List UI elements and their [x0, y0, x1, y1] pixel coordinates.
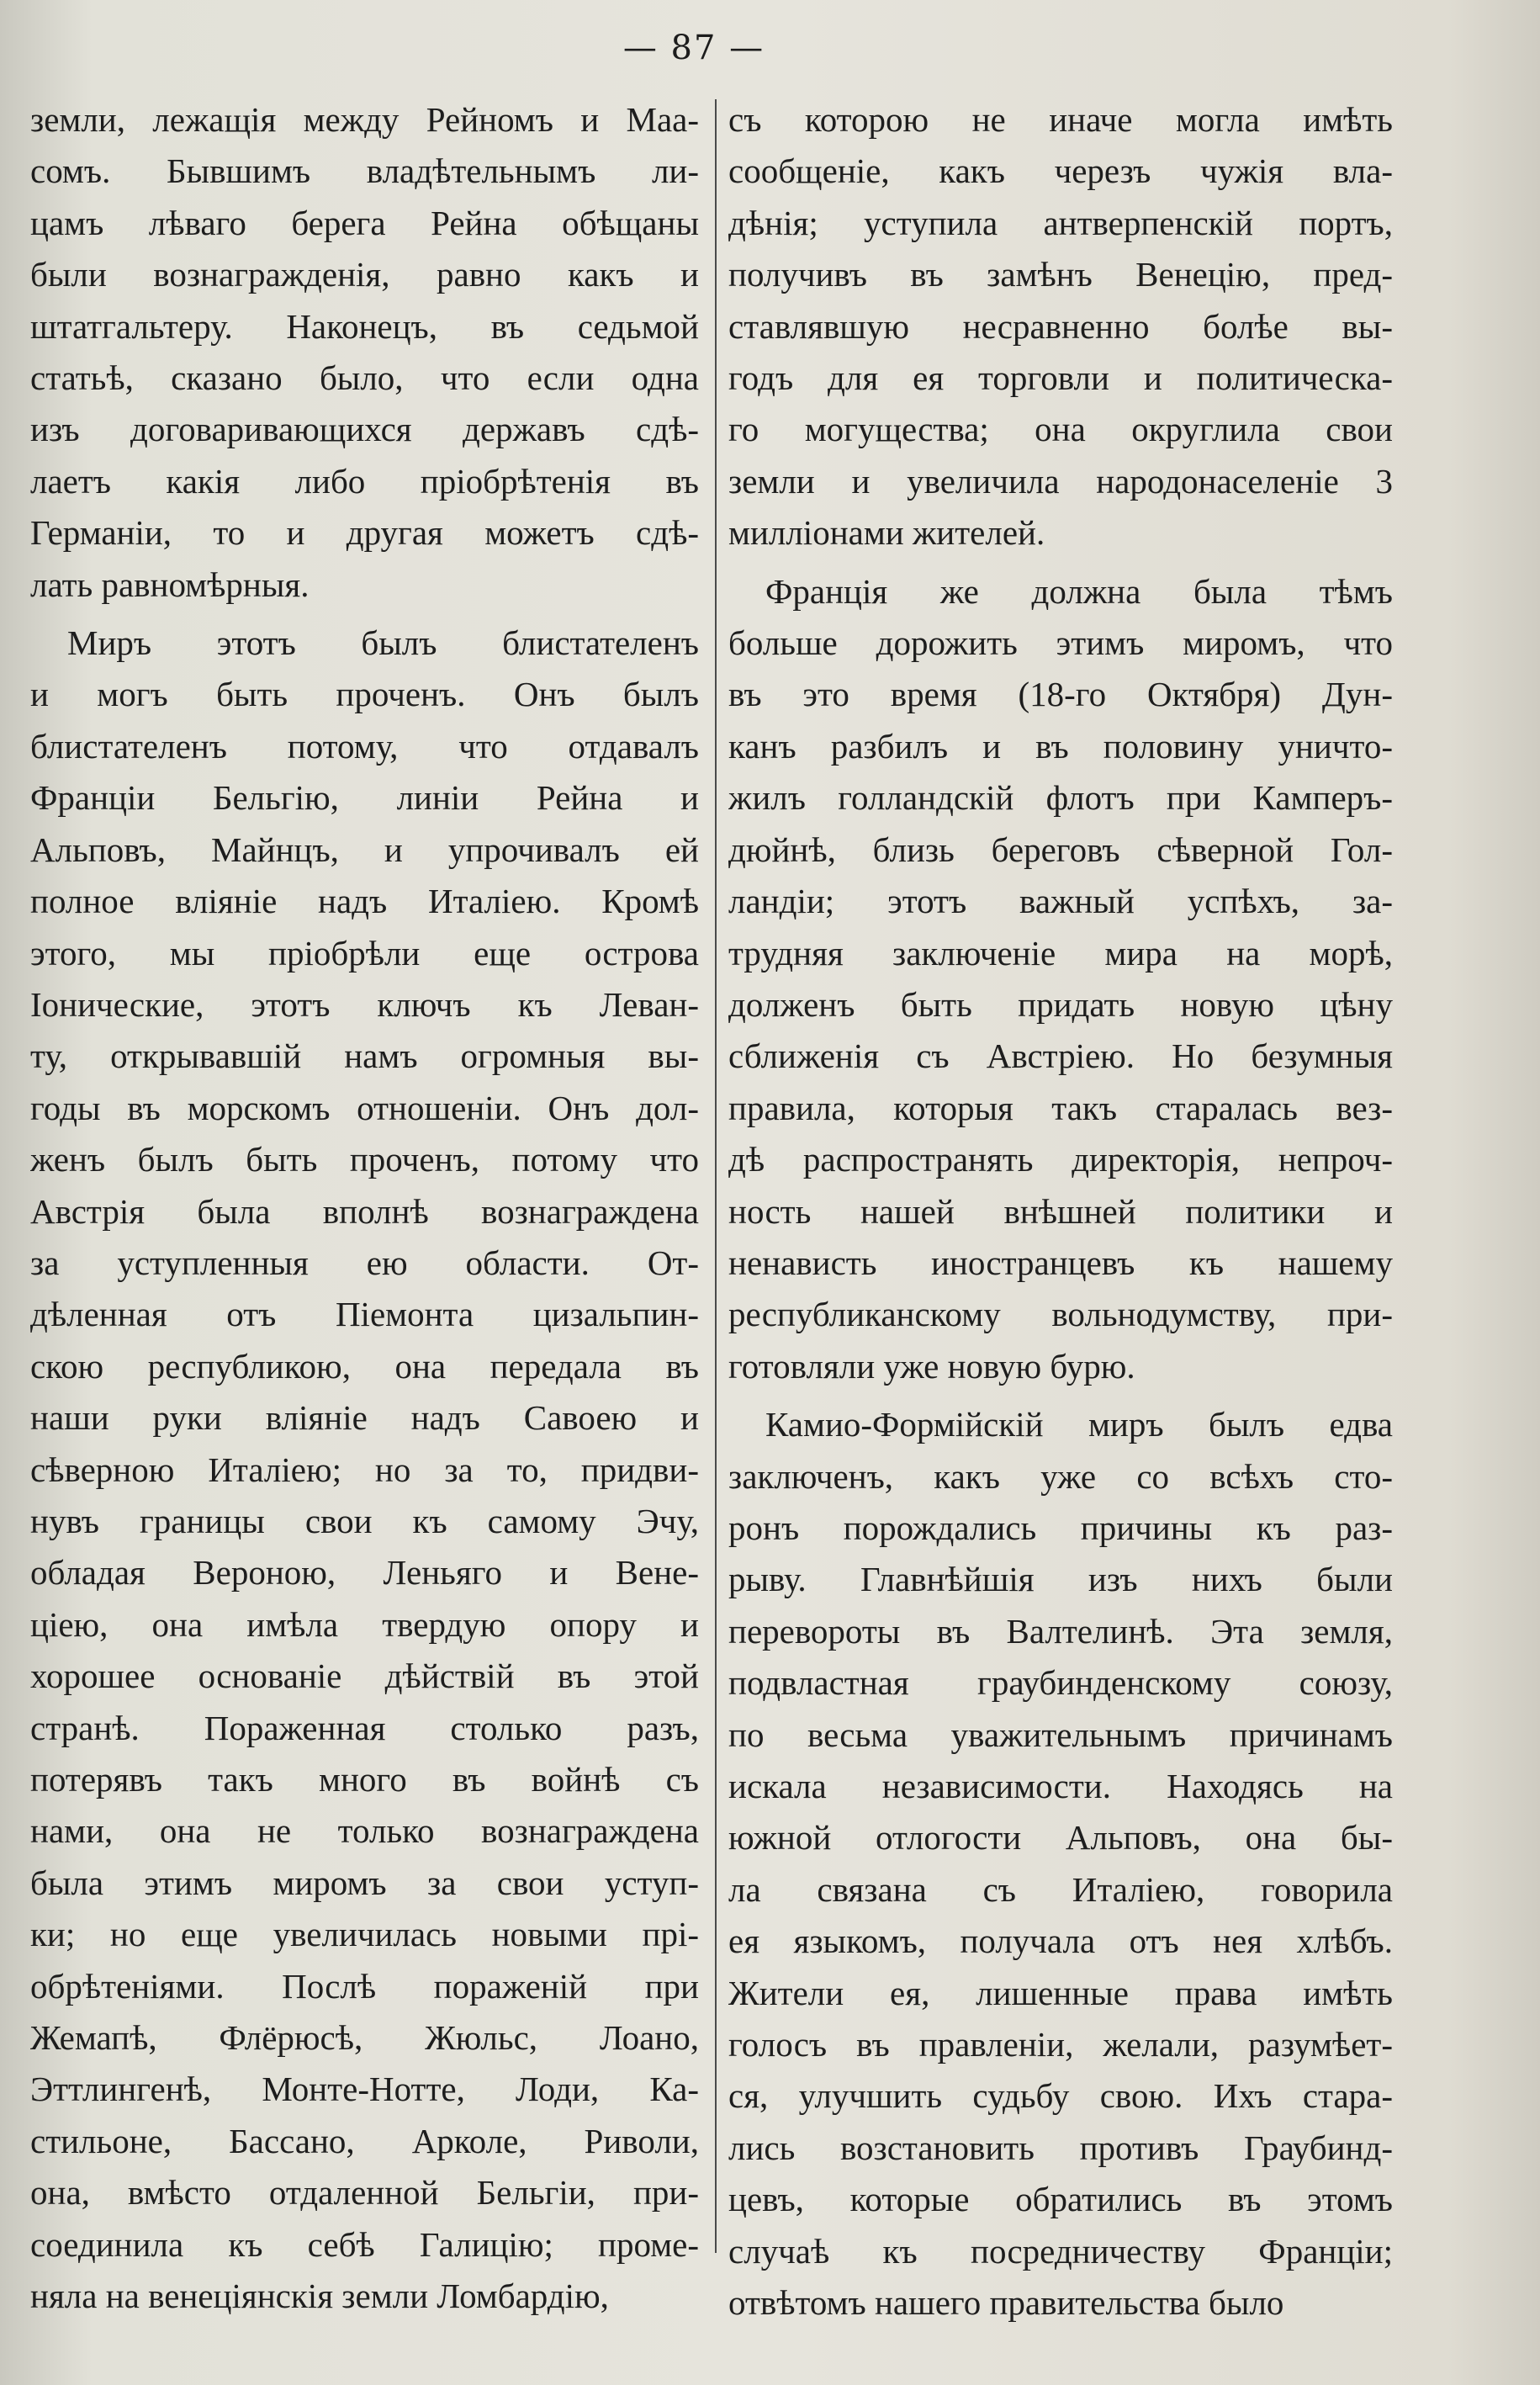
text-line: Эттлингенѣ, Монте-Нотте, Лоди, Ка-: [30, 2070, 699, 2109]
text-line: хорошее основаніе дѣйствій въ этой: [30, 1656, 699, 1696]
text-line: ея языкомъ, получала отъ нея хлѣбъ.: [728, 1921, 1393, 1961]
text-line: сообщеніе, какъ черезъ чужія вла-: [728, 151, 1393, 191]
text-line: заключенъ, какъ уже со всѣхъ сто-: [728, 1456, 1393, 1496]
text-line: Франціи Бельгію, линіи Рейна и: [30, 778, 699, 818]
text-line: полное вліяніе надъ Италіею. Кромѣ: [30, 882, 699, 921]
text-line: странѣ. Пораженная столько разъ,: [30, 1708, 699, 1747]
text-line: обладая Вероною, Леньяго и Вене-: [30, 1553, 699, 1593]
text-line: по весьма уважительнымъ причинамъ: [728, 1715, 1393, 1754]
text-line: отвѣтомъ нашего правительства было: [728, 2283, 1284, 2323]
text-line: обрѣтеніями. Послѣ пораженій при: [30, 1966, 699, 2006]
text-line: Миръ этотъ былъ блистателенъ: [67, 623, 699, 663]
text-line: статьѣ, сказано было, что если одна: [30, 358, 699, 398]
text-line: изъ договаривающихся державъ сдѣ-: [30, 410, 699, 449]
text-line: скою республикою, она передала въ: [30, 1346, 699, 1386]
text-line: ронъ порождались причины къ раз-: [728, 1508, 1393, 1547]
text-line: Іонические, этотъ ключъ къ Леван-: [30, 984, 699, 1024]
text-line: лаетъ какія либо пріобрѣтенія въ: [30, 461, 699, 501]
text-line: рыву. Главнѣйшія изъ нихъ были: [728, 1560, 1393, 1599]
text-line: годъ для ея торговли и политическа-: [728, 358, 1393, 398]
text-line: цевъ, которые обратились въ этомъ: [728, 2180, 1393, 2219]
text-line: го могущества; она округлила свои: [728, 410, 1393, 449]
text-line: земли, лежащія между Рейномъ и Маа-: [30, 100, 699, 139]
text-line: съ которою не иначе могла имѣть: [728, 100, 1393, 139]
text-line: соединила къ себѣ Галицію; проме-: [30, 2224, 699, 2264]
text-line: правила, которыя такъ старалась вез-: [728, 1088, 1393, 1127]
page-number: — 87 —: [622, 29, 765, 67]
text-line: ность нашей внѣшней политики и: [728, 1191, 1393, 1231]
text-line: подвластная граубинденскому союзу,: [728, 1663, 1393, 1703]
text-line: получивъ въ замѣнъ Венецію, пред-: [728, 255, 1393, 294]
text-line: больше дорожить этимъ миромъ, что: [728, 623, 1393, 663]
text-line: сѣверною Италіею; но за то, придви-: [30, 1450, 699, 1489]
text-line: ненависть иностранцевъ къ нашему: [728, 1243, 1393, 1282]
right-text-column: [728, 94, 1393, 2329]
text-line: Германіи, то и другая можетъ сдѣ-: [30, 513, 699, 553]
text-line: и могъ быть проченъ. Онъ былъ: [30, 675, 699, 714]
text-line: была этимъ миромъ за свои уступ-: [30, 1863, 699, 1902]
text-line: республиканскому вольнодумству, при-: [728, 1295, 1393, 1334]
text-line: ландіи; этотъ важный успѣхъ, за-: [728, 882, 1393, 921]
text-line: канъ разбилъ и въ половину уничто-: [728, 726, 1393, 766]
text-line: жилъ голландскій флотъ при Камперъ-: [728, 778, 1393, 818]
text-line: штатгальтеру. Наконецъ, въ седьмой: [30, 306, 699, 346]
text-line: нувъ границы свои къ самому Эчу,: [30, 1501, 699, 1540]
text-line: земли и увеличила народонаселеніе 3: [728, 461, 1393, 501]
text-line: стильоне, Бассано, Арколе, Риволи,: [30, 2121, 699, 2160]
text-line: Франція же должна была тѣмъ: [765, 571, 1393, 611]
text-line: Камио-Формійскій миръ былъ едва: [765, 1405, 1393, 1444]
text-line: ціею, она имѣла твердую опору и: [30, 1604, 699, 1644]
text-line: дѣленная отъ Піемонта цизальпин-: [30, 1295, 699, 1334]
text-line: лись возстановить противъ Граубинд-: [728, 2128, 1393, 2167]
text-line: трудняя заключеніе мира на морѣ,: [728, 933, 1393, 973]
text-line: Жемапѣ, Флёрюсѣ, Жюльс, Лоано,: [30, 2018, 699, 2058]
text-line: дѣнія; уступила антверпенскій портъ,: [728, 203, 1393, 242]
text-line: потерявъ такъ много въ войнѣ съ: [30, 1760, 699, 1799]
text-line: годы въ морскомъ отношеніи. Онъ дол-: [30, 1088, 699, 1127]
text-line: ла связана съ Италіею, говорила: [728, 1869, 1393, 1909]
text-line: въ это время (18-го Октября) Дун-: [728, 675, 1393, 714]
text-line: случаѣ къ посредничеству Франціи;: [728, 2231, 1393, 2271]
text-line: ту, открывавшій намъ огромныя вы-: [30, 1036, 699, 1076]
text-line: перевороты въ Валтелинѣ. Эта земля,: [728, 1611, 1393, 1651]
text-line: Жители ея, лишенные права имѣть: [728, 1973, 1393, 2012]
column-divider: [715, 99, 717, 2253]
text-line: готовляли уже новую бурю.: [728, 1346, 1135, 1386]
text-line: южной отлогости Альповъ, она бы-: [728, 1818, 1393, 1858]
text-line: лать равномѣрныя.: [30, 564, 310, 604]
text-line: цамъ лѣваго берега Рейна обѣщаны: [30, 203, 699, 242]
left-text-column: [30, 94, 699, 2322]
text-line: сближенія съ Австріею. Но безумныя: [728, 1036, 1393, 1076]
text-line: няла на венеціянскія земли Ломбардію,: [30, 2276, 609, 2316]
text-line: дѣ распространять директорія, непроч-: [728, 1140, 1393, 1179]
text-line: ки; но еще увеличилась новыми прі-: [30, 1915, 699, 1954]
text-line: были вознагражденія, равно какъ и: [30, 255, 699, 294]
text-line: милліонами жителей.: [728, 513, 1045, 553]
text-line: блистателенъ потому, что отдавалъ: [30, 726, 699, 766]
text-line: нами, она не только вознаграждена: [30, 1811, 699, 1851]
text-line: этого, мы пріобрѣли еще острова: [30, 933, 699, 973]
text-line: Австрія была вполнѣ вознаграждена: [30, 1191, 699, 1231]
text-line: Альповъ, Майнцъ, и упрочивалъ ей: [30, 829, 699, 869]
text-line: долженъ быть придать новую цѣну: [728, 984, 1393, 1024]
text-line: сомъ. Бывшимъ владѣтельнымъ ли-: [30, 151, 699, 191]
text-line: женъ былъ быть проченъ, потому что: [30, 1140, 699, 1179]
text-line: за уступленныя ею области. От-: [30, 1243, 699, 1282]
text-line: искала независимости. Находясь на: [728, 1767, 1393, 1805]
text-line: наши руки вліяніе надъ Савоею и: [30, 1398, 699, 1438]
text-line: она, вмѣсто отдаленной Бельгіи, при-: [30, 2173, 699, 2213]
text-line: дюйнѣ, близь береговъ сѣверной Гол-: [728, 829, 1393, 869]
text-line: ся, улучшить судьбу свою. Ихъ стара-: [728, 2076, 1393, 2116]
text-line: голосъ въ правленіи, желали, разумѣет-: [728, 2025, 1393, 2064]
text-line: ставлявшую несравненно болѣе вы-: [728, 306, 1393, 346]
